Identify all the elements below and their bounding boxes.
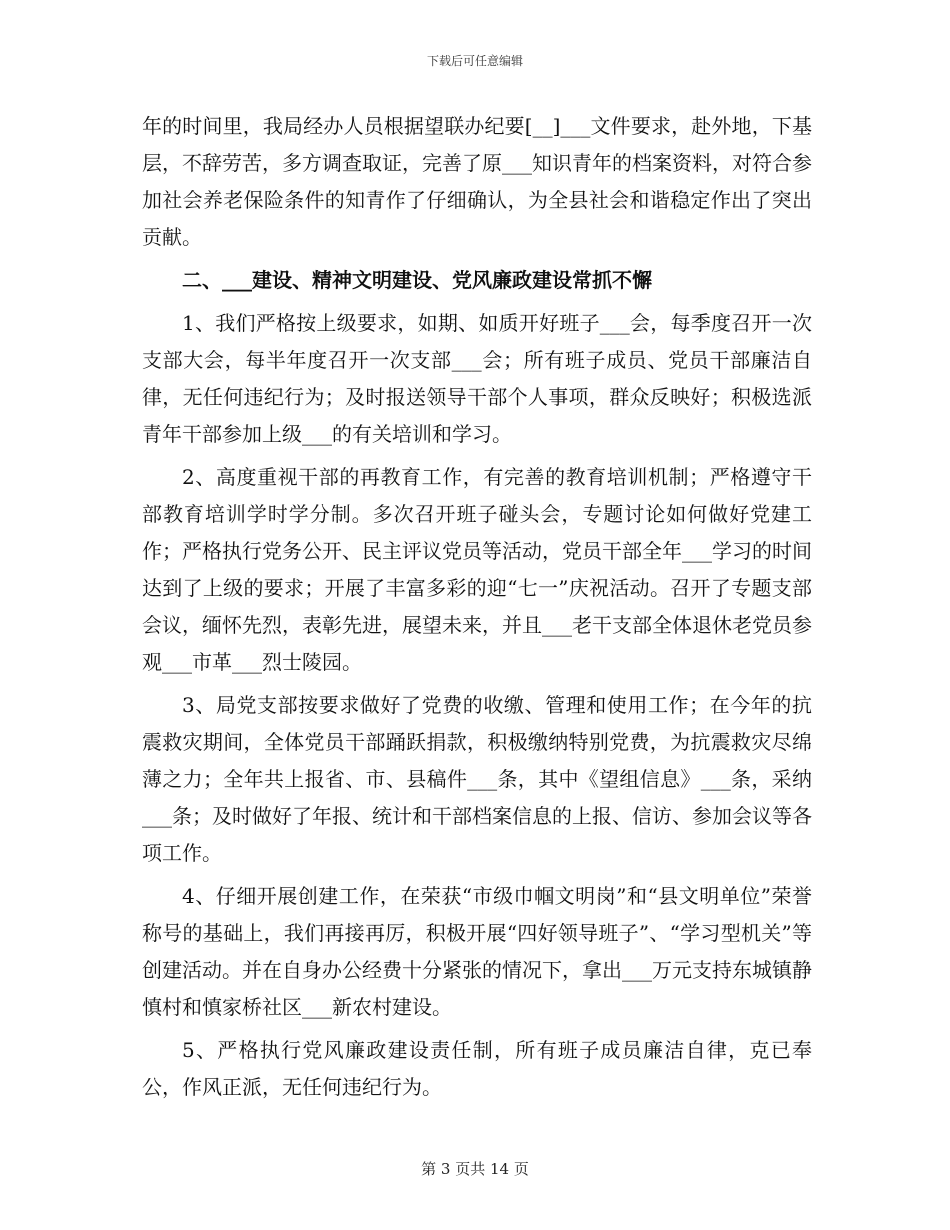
list-item-4: 4、仔细开展创建工作，在荣获“市级巾帼文明岗”和“县文明单位”荣誉称号的基础上，我们再接再厉，积极开展“四好领导班子”、“学习型机关”等创建活动。并在自身办公经费十分紧张的情况下，拿出___万元支持东城镇静慎村和慎家桥社区___新农村建设。	[142, 884, 812, 1019]
intro-paragraph: 年的时间里，我局经办人员根据望联办纪要[__]___文件要求，赴外地，下基层，不辞劳苦，多方调查取证，完善了原___知识青年的档案资料，对符合参加社会养老保险条件的知青作了仔细确认，为全县社会和谐稳定作出了突出贡献。	[142, 114, 812, 249]
section-title: 二、___建设、精神文明建设、党风廉政建设常抓不懈	[182, 268, 652, 292]
page-header-note: 下载后可任意编辑	[426, 54, 523, 68]
list-item-2: 2、高度重视干部的再教育工作，有完善的教育培训机制；严格遵守干部教育培训学时学分制。多次召开班子碰头会，专题讨论如何做好党建工作；严格执行党务公开、民主评议党员等活动，党员干部全年___学习的时间达到了上级的要求；开展了丰富多彩的迎“七一”庆祝活动。召开了专题支部会议，缅怀先烈，表彰先进，展望未来，并且___老干支部全体退休老党员参观___市革___烈士陵园。	[142, 465, 812, 674]
page-number: 第 3 页共 14 页	[421, 1160, 529, 1178]
document-body	[142, 108, 812, 1112]
list-item-3: 3、局党支部按要求做好了党费的收缴、管理和使用工作；在今年的抗震救灾期间，全体党员干部踊跃捐款，积极缴纳特别党费，为抗震救灾尽绵薄之力；全年共上报省、市、县稿件___条，其中《望组信息》___条，采纳___条；及时做好了年报、统计和干部档案信息的上报、信访、参加会议等各项工作。	[142, 693, 812, 865]
list-item-5: 5、严格执行党风廉政建设责任制，所有班子成员廉洁自律，克已奉公，作风正派，无任何违纪行为。	[142, 1038, 812, 1099]
list-item-1: 1、我们严格按上级要求，如期、如质开好班子___会，每季度召开一次支部大会，每半年度召开一次支部___会；所有班子成员、党员干部廉洁自律，无任何违纪行为；及时报送领导干部个人事项，群众反映好；积极选派青年干部参加上级___的有关培训和学习。	[142, 311, 812, 446]
